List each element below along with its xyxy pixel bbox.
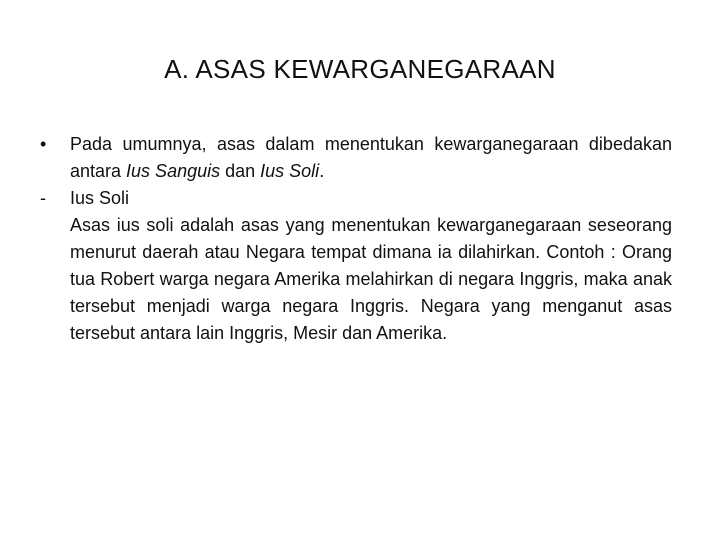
term-ius-soli: Ius Soli [260, 161, 320, 181]
bullet-text-between: dan [220, 161, 261, 181]
slide-title: A. ASAS KEWARGANEGARAAN [164, 54, 556, 84]
sub-item-heading: Ius Soli [70, 188, 130, 208]
bullet-text-after: . [319, 161, 325, 181]
bullet-marker: • [40, 134, 47, 154]
bullet-text-before: Pada umumnya, asas dalam menentukan kewarganegaraan dibedakan antara [70, 134, 672, 181]
sub-item [40, 185, 672, 212]
term-ius-sanguis: Ius Sanguis [126, 161, 221, 181]
bullet-text [70, 131, 672, 185]
ius-soli-paragraph: Asas ius soli adalah asas yang menentukan kewarganegaraan seseorang menurut daerah atau Negara tempat dimana ia dilahirkan. Contoh : Orang tua Robert warga negara Amerika melahirkan di negara Inggris, maka anak tersebut menjadi warga negara Inggris. Negara yang menganut asas tersebut antara lain Inggris, Mesir dan Amerika. [70, 215, 672, 343]
slide-content [40, 131, 672, 347]
dash-marker: - [40, 188, 46, 208]
bullet-item [40, 131, 672, 185]
